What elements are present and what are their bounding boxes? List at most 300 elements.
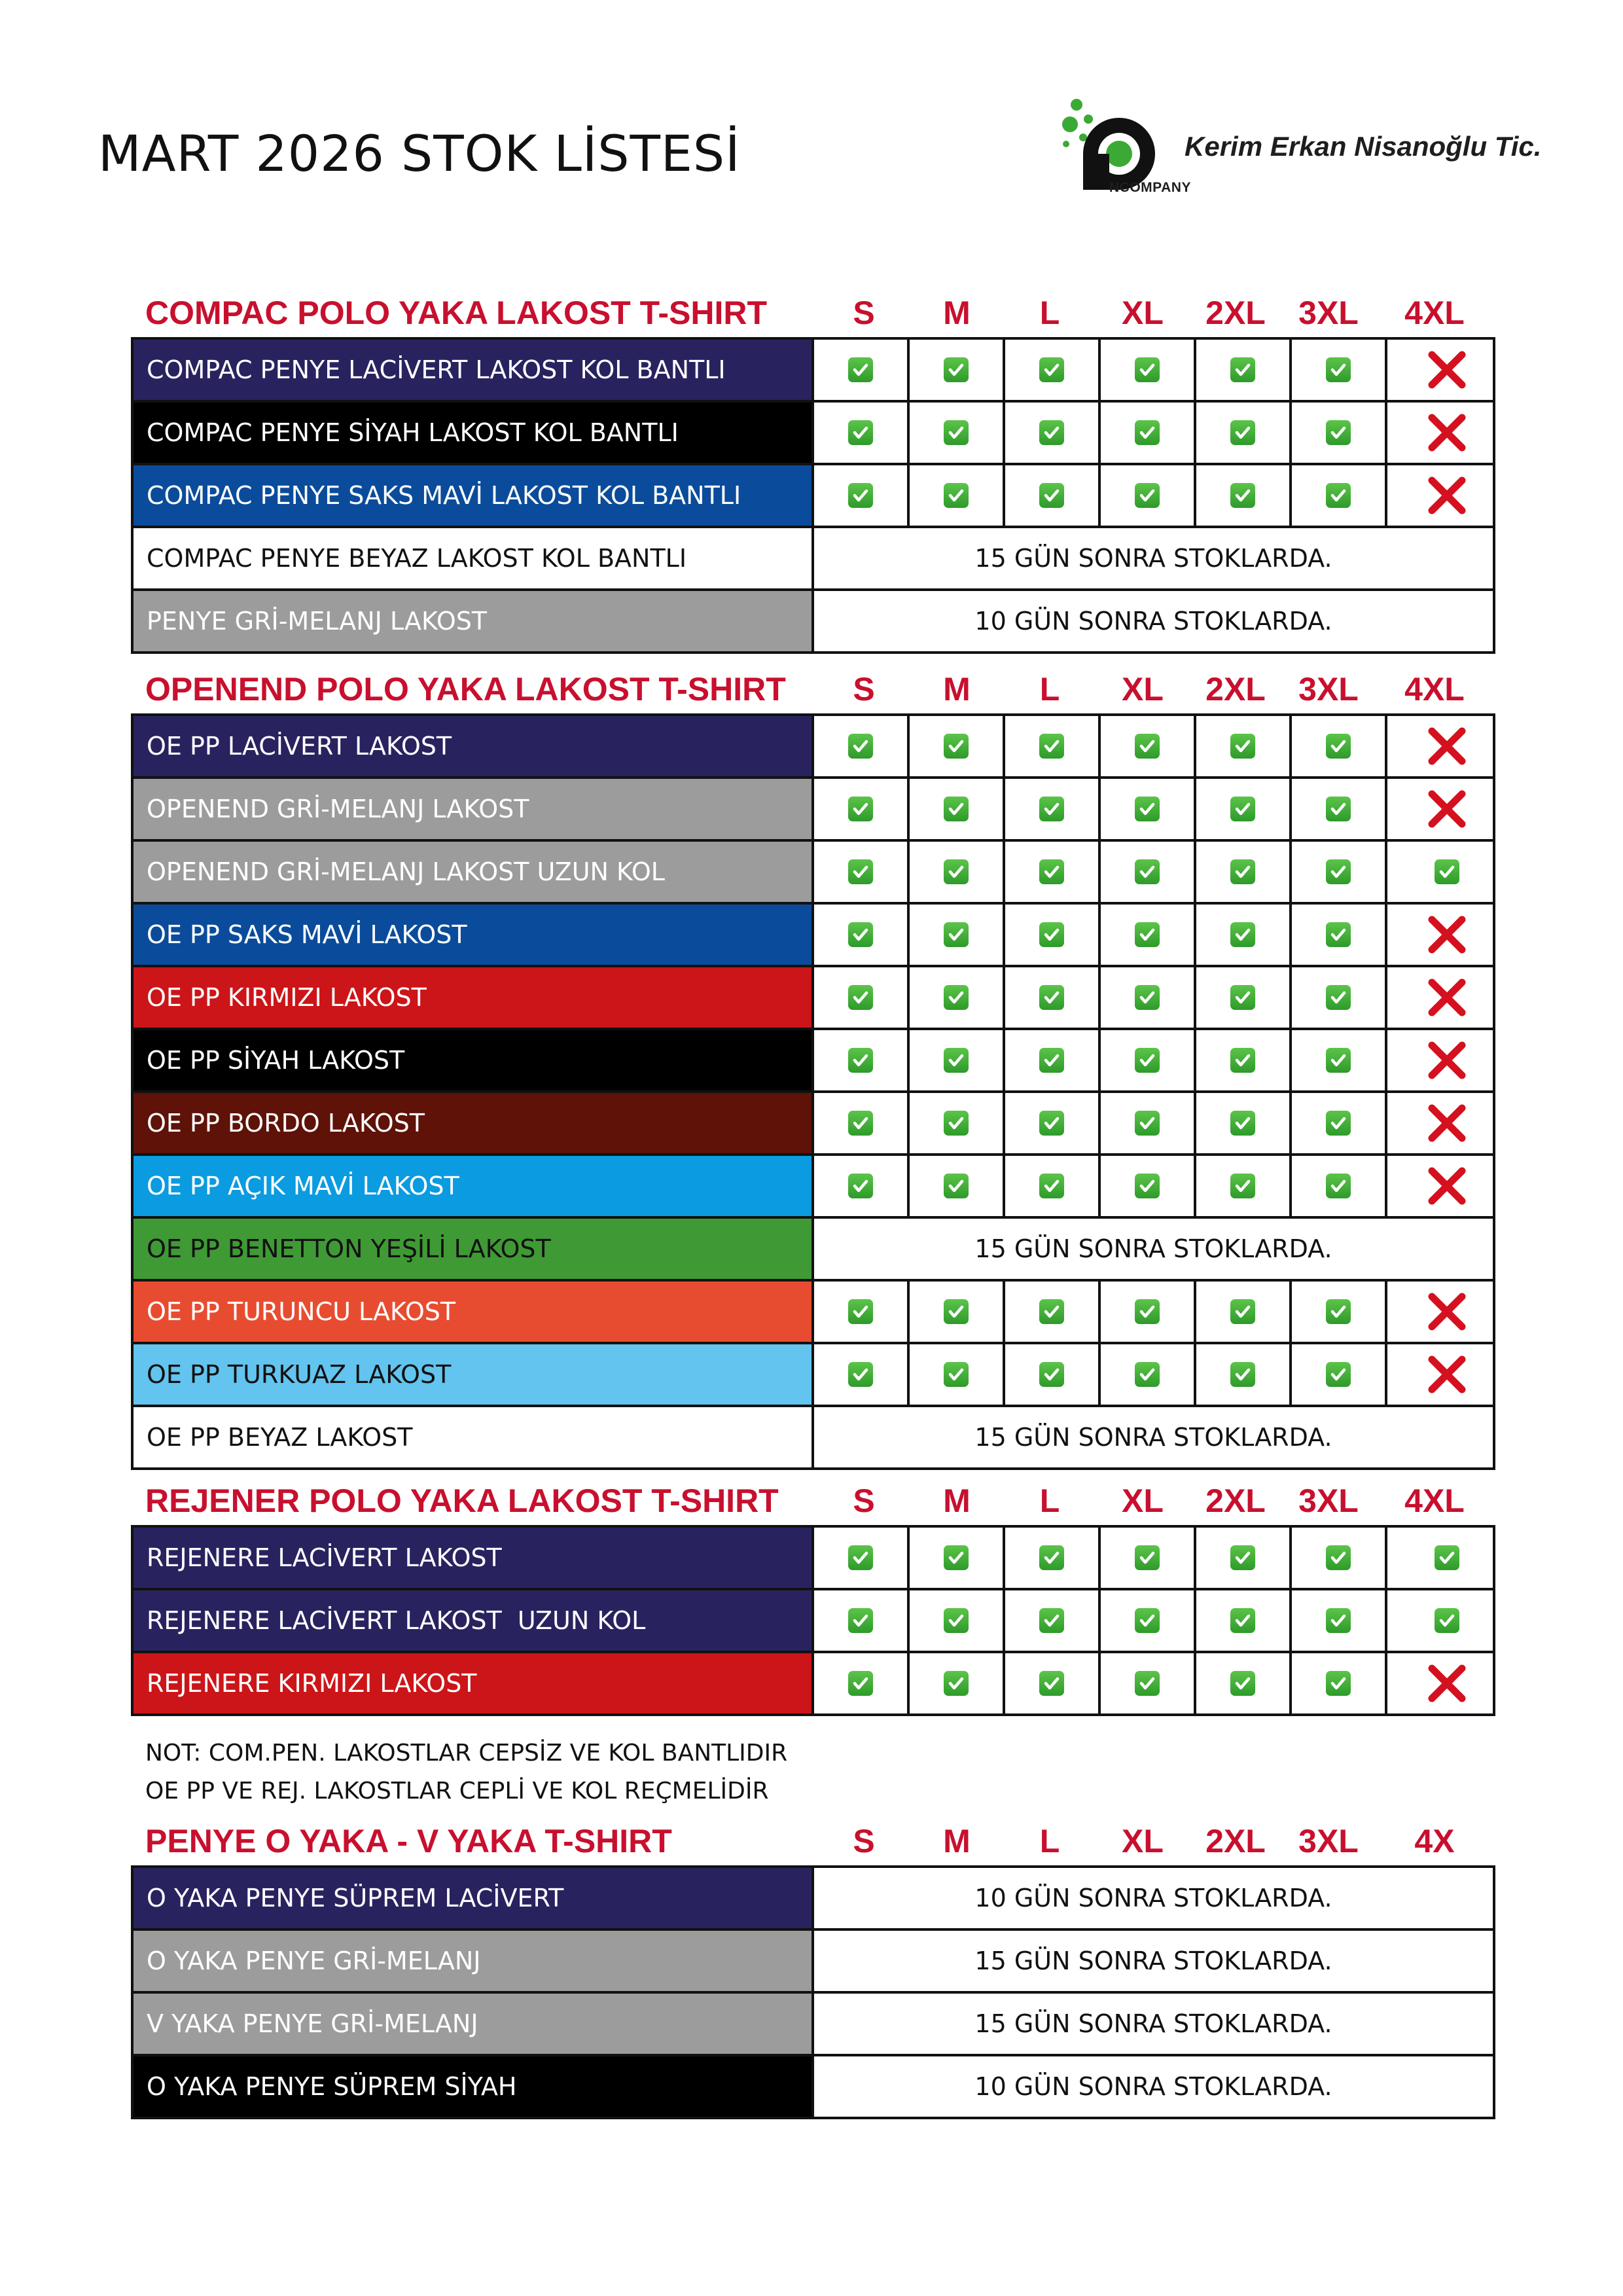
stock-cell (1387, 1590, 1507, 1651)
note-line: NOT: COM.PEN. LAKOSTLAR CEPSİZ VE KOL BANTLIDIR (145, 1740, 788, 1767)
stock-cell (1292, 1030, 1387, 1090)
check-icon (1135, 1299, 1160, 1324)
check-icon (944, 1174, 969, 1198)
stock-cell (814, 1030, 910, 1090)
stock-cell (1292, 779, 1387, 839)
size-header: L (1039, 295, 1060, 331)
stock-cell (910, 1093, 1005, 1153)
check-icon (848, 1299, 873, 1324)
product-name: OE PP SAKS MAVİ LAKOST (134, 905, 814, 965)
stock-cell (1387, 1282, 1507, 1342)
section-title: REJENER POLO YAKA LAKOST T-SHIRT (145, 1482, 779, 1519)
stock-cell (1101, 716, 1196, 776)
size-header: M (943, 295, 971, 331)
stock-cell (1292, 1282, 1387, 1342)
stock-cell (1101, 779, 1196, 839)
note (145, 1734, 787, 1810)
stock-cell (1101, 1590, 1196, 1651)
stock-cell (814, 1093, 910, 1153)
cross-icon (1428, 414, 1466, 452)
check-icon (1039, 1299, 1064, 1324)
stock-cell (1101, 967, 1196, 1028)
check-icon (1039, 1048, 1064, 1073)
check-icon (1039, 1608, 1064, 1633)
product-name: OE PP TURUNCU LAKOST (134, 1282, 814, 1342)
table-row (134, 463, 1493, 526)
stock-cell (1005, 1590, 1101, 1651)
check-icon (944, 985, 969, 1010)
section-header (131, 1479, 1495, 1525)
check-icon (1039, 1671, 1064, 1696)
stock-cell (1101, 1093, 1196, 1153)
stock-cell (814, 465, 910, 526)
check-icon (1326, 1048, 1351, 1073)
check-icon (1326, 797, 1351, 821)
table-row (134, 1868, 1493, 1928)
section-header (131, 291, 1495, 337)
check-icon (848, 357, 873, 382)
check-icon (1326, 1111, 1351, 1136)
stock-cell (1387, 1528, 1507, 1588)
stock-cell (910, 716, 1005, 776)
check-icon (848, 985, 873, 1010)
note-line: OE PP VE REJ. LAKOSTLAR CEPLİ VE KOL REÇMELİDİR (145, 1778, 769, 1804)
stock-cell (1005, 340, 1101, 400)
size-header: 3XL (1298, 671, 1359, 708)
stock-cell (910, 905, 1005, 965)
check-icon (1039, 1545, 1064, 1570)
stock-cell (1292, 1156, 1387, 1216)
check-icon (1326, 922, 1351, 947)
check-icon (944, 357, 969, 382)
table-row (134, 1991, 1493, 2054)
stock-cell (910, 1528, 1005, 1588)
product-name: PENYE GRİ-MELANJ LAKOST (134, 591, 814, 651)
stock-message: 15 GÜN SONRA STOKLARDA. (974, 1234, 1332, 1263)
cross-icon (1428, 1167, 1466, 1205)
check-icon (944, 734, 969, 759)
check-icon (944, 859, 969, 884)
size-header: 4XL (1404, 1482, 1465, 1519)
table-row (134, 340, 1493, 400)
size-header: 2XL (1205, 1823, 1266, 1859)
check-icon (1135, 985, 1160, 1010)
product-name: O YAKA PENYE SÜPREM SİYAH (134, 2056, 814, 2117)
check-icon (1326, 357, 1351, 382)
product-name: OPENEND GRİ-MELANJ LAKOST UZUN KOL (134, 842, 814, 902)
stock-cell (910, 842, 1005, 902)
check-icon (1039, 859, 1064, 884)
stock-table (131, 1525, 1495, 1716)
stock-section (131, 1479, 1495, 1716)
page-title: MART 2026 STOK LİSTESİ (98, 124, 741, 183)
stock-cell (1387, 1156, 1507, 1216)
stock-cell (910, 779, 1005, 839)
stock-cell (910, 1282, 1005, 1342)
stock-cell (1387, 842, 1507, 902)
cross-icon (1428, 790, 1466, 828)
stock-cell (1005, 1344, 1101, 1405)
check-icon (1230, 420, 1255, 445)
check-icon (1135, 859, 1160, 884)
check-icon (1326, 1174, 1351, 1198)
check-icon (1326, 483, 1351, 508)
section-header (131, 1820, 1495, 1865)
check-icon (848, 1048, 873, 1073)
stock-cell (1005, 1156, 1101, 1216)
product-name: O YAKA PENYE GRİ-MELANJ (134, 1931, 814, 1991)
size-header: 4XL (1404, 671, 1465, 708)
check-icon (848, 1545, 873, 1570)
cross-icon (1428, 1041, 1466, 1079)
check-icon (1135, 1048, 1160, 1073)
check-icon (1230, 1545, 1255, 1570)
stock-cell (1101, 1282, 1196, 1342)
check-icon (848, 734, 873, 759)
stock-message: 15 GÜN SONRA STOKLARDA. (974, 1946, 1332, 1975)
check-icon (944, 922, 969, 947)
check-icon (1230, 1671, 1255, 1696)
size-header: L (1039, 1482, 1060, 1519)
check-icon (1135, 1671, 1160, 1696)
cross-icon (1428, 1355, 1466, 1393)
check-icon (1230, 1174, 1255, 1198)
stock-cell (910, 340, 1005, 400)
stock-cell (1292, 465, 1387, 526)
cross-icon (1428, 476, 1466, 514)
product-name: OE PP KIRMIZI LAKOST (134, 967, 814, 1028)
stock-cell (1387, 1093, 1507, 1153)
table-row (134, 902, 1493, 965)
product-name: OE PP BEYAZ LAKOST (134, 1407, 814, 1467)
check-icon (1230, 797, 1255, 821)
table-row (134, 1405, 1493, 1467)
stock-cell (1101, 1030, 1196, 1090)
size-header: 2XL (1205, 1482, 1266, 1519)
size-header: 4XL (1404, 295, 1465, 331)
size-header: S (853, 1482, 875, 1519)
product-name: OE PP SİYAH LAKOST (134, 1030, 814, 1090)
check-icon (1435, 1608, 1459, 1633)
check-icon (1135, 1545, 1160, 1570)
stock-cell (910, 967, 1005, 1028)
check-icon (1230, 1362, 1255, 1387)
check-icon (1039, 483, 1064, 508)
size-header: 3XL (1298, 295, 1359, 331)
check-icon (1039, 1174, 1064, 1198)
check-icon (1326, 734, 1351, 759)
check-icon (944, 797, 969, 821)
check-icon (1230, 1111, 1255, 1136)
product-name: OE PP AÇIK MAVİ LAKOST (134, 1156, 814, 1216)
stock-cell (1196, 779, 1292, 839)
table-row (134, 776, 1493, 839)
stock-cell (1196, 905, 1292, 965)
check-icon (944, 1671, 969, 1696)
table-row (134, 1342, 1493, 1405)
check-icon (944, 1362, 969, 1387)
check-icon (944, 1111, 969, 1136)
table-row (134, 588, 1493, 651)
product-name: O YAKA PENYE SÜPREM LACİVERT (134, 1868, 814, 1928)
stock-cell (1101, 1653, 1196, 1713)
stock-cell (814, 1344, 910, 1405)
stock-cell (1005, 1030, 1101, 1090)
size-header: M (943, 1482, 971, 1519)
check-icon (1039, 922, 1064, 947)
table-row (134, 1216, 1493, 1279)
stock-cell (814, 1528, 910, 1588)
stock-cell (1196, 340, 1292, 400)
stock-cell (1196, 1344, 1292, 1405)
product-name: OE PP TURKUAZ LAKOST (134, 1344, 814, 1405)
cross-icon (1428, 916, 1466, 954)
check-icon (1135, 357, 1160, 382)
stock-cell (814, 403, 910, 463)
stock-cell (814, 779, 910, 839)
check-icon (1230, 922, 1255, 947)
stock-cell (1196, 842, 1292, 902)
stock-cell (1101, 842, 1196, 902)
stock-cell (1196, 1156, 1292, 1216)
stock-message: 15 GÜN SONRA STOKLARDA. (974, 2009, 1332, 2038)
table-row (134, 1153, 1493, 1216)
stock-cell (1101, 1344, 1196, 1405)
stock-cell (814, 1156, 910, 1216)
size-header: L (1039, 671, 1060, 708)
cross-icon (1428, 1293, 1466, 1331)
size-header: 3XL (1298, 1482, 1359, 1519)
check-icon (848, 1671, 873, 1696)
stock-cell (1005, 403, 1101, 463)
product-name: COMPAC PENYE LACİVERT LAKOST KOL BANTLI (134, 340, 814, 400)
section-header (131, 668, 1495, 713)
product-name: REJENERE LACİVERT LAKOST UZUN KOL (134, 1590, 814, 1651)
product-name: COMPAC PENYE SİYAH LAKOST KOL BANTLI (134, 403, 814, 463)
product-name: COMPAC PENYE BEYAZ LAKOST KOL BANTLI (134, 528, 814, 588)
stock-cell (910, 1653, 1005, 1713)
size-header: 4X (1414, 1823, 1455, 1859)
check-icon (1435, 1545, 1459, 1570)
stock-cell (1387, 1344, 1507, 1405)
stock-cell (910, 465, 1005, 526)
stock-cell (814, 905, 910, 965)
company-subtitle: NCOMPANY (1109, 180, 1191, 195)
cross-icon (1428, 1664, 1466, 1702)
table-row (134, 965, 1493, 1028)
check-icon (1230, 357, 1255, 382)
stock-cell (1292, 1590, 1387, 1651)
cross-icon (1428, 1104, 1466, 1142)
stock-cell (1292, 967, 1387, 1028)
check-icon (848, 1174, 873, 1198)
check-icon (944, 420, 969, 445)
stock-message: 10 GÜN SONRA STOKLARDA. (974, 607, 1332, 636)
stock-cell (1387, 716, 1507, 776)
check-icon (944, 1545, 969, 1570)
check-icon (1135, 1608, 1160, 1633)
stock-cell (1292, 1344, 1387, 1405)
stock-cell (1005, 1653, 1101, 1713)
product-name: OE PP BORDO LAKOST (134, 1093, 814, 1153)
stock-cell (1292, 716, 1387, 776)
product-name: OE PP LACİVERT LAKOST (134, 716, 814, 776)
stock-cell (1005, 1093, 1101, 1153)
stock-cell (814, 716, 910, 776)
stock-cell (1005, 967, 1101, 1028)
stock-cell (1196, 967, 1292, 1028)
size-header: M (943, 1823, 971, 1859)
check-icon (1230, 859, 1255, 884)
stock-cell (1101, 465, 1196, 526)
table-row (134, 716, 1493, 776)
stock-cell (1005, 1282, 1101, 1342)
stock-cell (1387, 1030, 1507, 1090)
check-icon (944, 1608, 969, 1633)
stock-cell (1292, 340, 1387, 400)
stock-cell (1387, 967, 1507, 1028)
stock-cell (1387, 340, 1507, 400)
table-row (134, 839, 1493, 902)
stock-cell (910, 403, 1005, 463)
stock-cell (1292, 403, 1387, 463)
stock-cell (1387, 779, 1507, 839)
table-row (134, 1090, 1493, 1153)
stock-cell (1005, 842, 1101, 902)
product-name: OPENEND GRİ-MELANJ LAKOST (134, 779, 814, 839)
check-icon (1326, 1362, 1351, 1387)
stock-cell (1101, 340, 1196, 400)
table-row (134, 1588, 1493, 1651)
check-icon (848, 483, 873, 508)
stock-cell (1387, 465, 1507, 526)
check-icon (1135, 1174, 1160, 1198)
check-icon (1039, 357, 1064, 382)
table-row (134, 1928, 1493, 1991)
stock-cell (1196, 465, 1292, 526)
stock-cell (1101, 1528, 1196, 1588)
check-icon (944, 483, 969, 508)
stock-table (131, 1865, 1495, 2119)
stock-cell (1292, 1653, 1387, 1713)
stock-cell (1196, 1030, 1292, 1090)
table-row (134, 2054, 1493, 2117)
table-row (134, 526, 1493, 588)
size-header: XL (1122, 1823, 1164, 1859)
stock-section (131, 1820, 1495, 2119)
check-icon (1326, 420, 1351, 445)
stock-cell (1101, 905, 1196, 965)
size-header: S (853, 671, 875, 708)
check-icon (1039, 734, 1064, 759)
stock-cell (814, 340, 910, 400)
stock-cell (1005, 905, 1101, 965)
section-title: COMPAC POLO YAKA LAKOST T-SHIRT (145, 295, 768, 331)
check-icon (1326, 1545, 1351, 1570)
stock-cell (1196, 716, 1292, 776)
stock-table (131, 337, 1495, 654)
stock-cell (1005, 1528, 1101, 1588)
stock-message: 15 GÜN SONRA STOKLARDA. (974, 544, 1332, 573)
check-icon (1326, 859, 1351, 884)
product-name: OE PP BENETTON YEŞİLİ LAKOST (134, 1219, 814, 1279)
check-icon (1230, 1048, 1255, 1073)
check-icon (1135, 1111, 1160, 1136)
stock-cell (1292, 842, 1387, 902)
size-header: XL (1122, 295, 1164, 331)
size-header: XL (1122, 1482, 1164, 1519)
stock-cell (1292, 1093, 1387, 1153)
stock-cell (1196, 403, 1292, 463)
stock-cell (1005, 716, 1101, 776)
stock-cell (1387, 905, 1507, 965)
size-header: 2XL (1205, 671, 1266, 708)
check-icon (1135, 420, 1160, 445)
stock-cell (814, 967, 910, 1028)
check-icon (1135, 483, 1160, 508)
stock-cell (910, 1590, 1005, 1651)
stock-message: 10 GÜN SONRA STOKLARDA. (974, 1884, 1332, 1912)
check-icon (1230, 1608, 1255, 1633)
size-header: S (853, 295, 875, 331)
stock-message: 10 GÜN SONRA STOKLARDA. (974, 2072, 1332, 2101)
check-icon (1326, 1299, 1351, 1324)
check-icon (1230, 1299, 1255, 1324)
stock-cell (1101, 403, 1196, 463)
check-icon (848, 1362, 873, 1387)
check-icon (1135, 1362, 1160, 1387)
product-name: REJENERE LACİVERT LAKOST (134, 1528, 814, 1588)
check-icon (1230, 483, 1255, 508)
check-icon (848, 797, 873, 821)
size-header: 2XL (1205, 295, 1266, 331)
size-header: 3XL (1298, 1823, 1359, 1859)
stock-cell (910, 1344, 1005, 1405)
stock-cell (1387, 403, 1507, 463)
check-icon (848, 922, 873, 947)
size-header: M (943, 671, 971, 708)
stock-cell (814, 1590, 910, 1651)
stock-cell (1196, 1093, 1292, 1153)
stock-cell (1292, 1528, 1387, 1588)
check-icon (1039, 797, 1064, 821)
stock-cell (1196, 1528, 1292, 1588)
product-name: REJENERE KIRMIZI LAKOST (134, 1653, 814, 1713)
cross-icon (1428, 727, 1466, 765)
check-icon (944, 1048, 969, 1073)
section-title: OPENEND POLO YAKA LAKOST T-SHIRT (145, 671, 786, 708)
stock-section (131, 291, 1495, 654)
table-row (134, 400, 1493, 463)
size-header: S (853, 1823, 875, 1859)
check-icon (848, 1608, 873, 1633)
table-row (134, 1279, 1493, 1342)
check-icon (848, 420, 873, 445)
stock-cell (910, 1030, 1005, 1090)
stock-table (131, 713, 1495, 1470)
product-name: COMPAC PENYE SAKS MAVİ LAKOST KOL BANTLI (134, 465, 814, 526)
check-icon (1135, 734, 1160, 759)
stock-cell (1196, 1282, 1292, 1342)
check-icon (848, 859, 873, 884)
cross-icon (1428, 978, 1466, 1016)
check-icon (1039, 1362, 1064, 1387)
stock-section (131, 668, 1495, 1470)
table-row (134, 1028, 1493, 1090)
check-icon (1039, 1111, 1064, 1136)
stock-cell (814, 842, 910, 902)
stock-cell (1387, 1653, 1507, 1713)
